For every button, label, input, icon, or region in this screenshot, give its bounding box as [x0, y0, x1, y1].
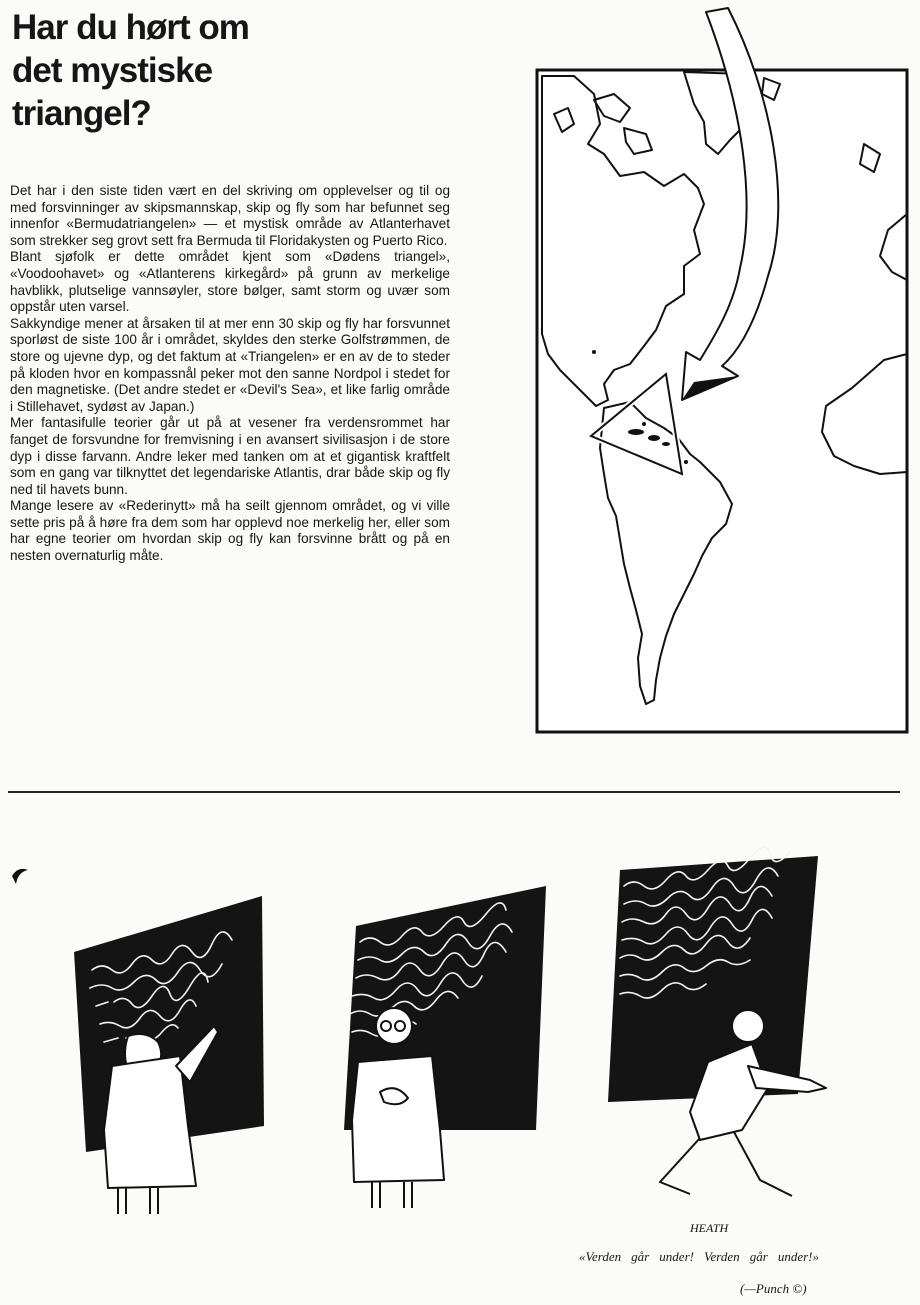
article-paragraph-4: Mer fantasifulle teorier går ut på at vesener fra verdensrommet har fanget de forsvundne for fremvisning i en avansert sivilisasjon i de store dyp i disse farvann. Andre leker med tanken om at et gigantisk kraftfelt som en gang var tilknyttet det legendariske Atlantis, drar både skip og fly ned til havets bunn.	[10, 415, 450, 497]
cartoon-panel-1	[74, 896, 264, 1214]
cartoon-panel-2	[344, 886, 546, 1208]
headline-line-3: triangel?	[12, 94, 151, 133]
headline-line-1: Har du hørt om	[12, 8, 249, 47]
headline-line-2: det mystiske	[12, 51, 213, 90]
article-paragraph-2: Blant sjøfolk er dette området kjent som «Dødens triangel», «Voodoohavet» og «Atlanterens kirkegård» på grunn av merkelige havblikk, plutselige vannsøyler, store bølger, samt storm og uvær som oppstår uten varsel.	[10, 249, 450, 315]
artist-signature: HEATH	[690, 1221, 729, 1235]
cartoon-credit: (—Punch ©)	[740, 1281, 807, 1296]
headline	[12, 6, 342, 135]
article-paragraph-5: Mange lesere av «Rederinytt» må ha seilt gjennom området, og vi ville sette pris på å høre fra dem som har opplevd noe merkelig her, eller som har egne teorier om hvordan skip og fly kan forsvinne brått og på en nesten overnaturlig måte.	[10, 498, 450, 564]
map-frame	[537, 70, 907, 732]
bermuda-triangle-map	[534, 4, 910, 736]
cartoon-caption: «Verden går under! Verden går under!»	[579, 1249, 819, 1264]
article-paragraph-3: Sakkyndige mener at årsaken til at mer enn 30 skip og fly har forsvunnet sporløst de siste 100 år i området, skyldes den sterke Golfstrømmen, de store og ujevne dyp, og det faktum at «Triangelen» er en av de to steder på kloden hvor en kompassnål peker mot den sanne Nordpol i stedet for den magnetiske. (Det andre stedet er «Devil's Sea», et like farlig område i Stillehavet, sydøst av Japan.)	[10, 315, 450, 414]
article-body	[10, 183, 450, 565]
punch-hole-mark	[12, 869, 28, 884]
cartoon-strip	[0, 830, 920, 1250]
article-paragraph-1: Det har i den siste tiden vært en del skriving om opplevelser og til og med forsvinninger av skipsmannskap, skip og fly som har befunnet seg innenfor «Bermudatriangelen» — et mystisk område av Atlanterhavet som strekker seg grovt sett fra Bermuda til Floridakysten og Puerto Rico.	[10, 183, 450, 248]
section-divider	[8, 791, 900, 793]
cartoon-panel-3	[608, 847, 826, 1235]
